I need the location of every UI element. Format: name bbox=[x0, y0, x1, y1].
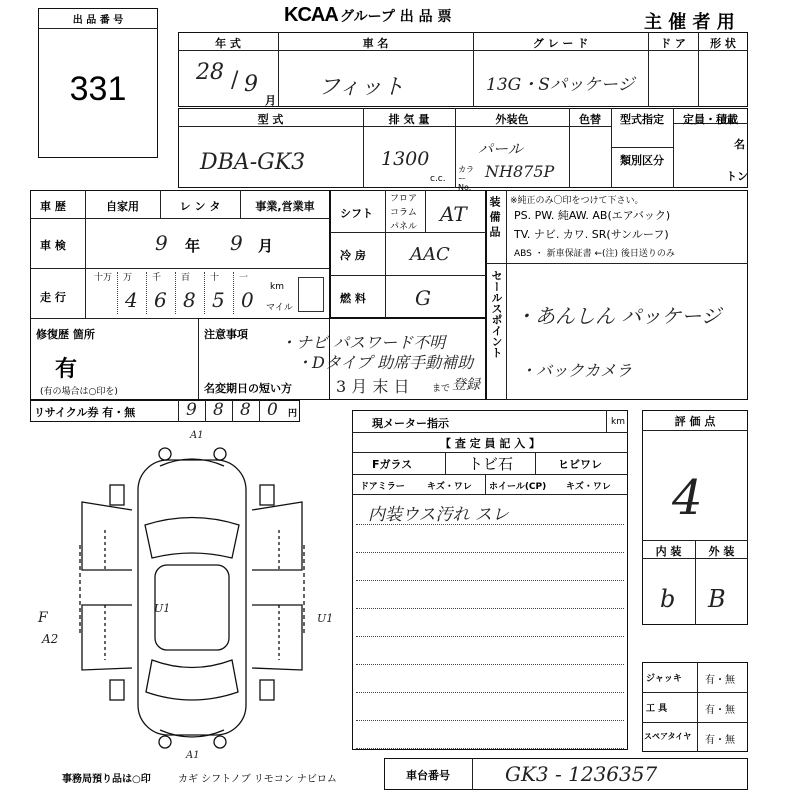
inspection-year: 9 bbox=[155, 231, 168, 255]
lot-number: 331 bbox=[69, 70, 127, 108]
mileage-digit-label: 千 bbox=[152, 273, 162, 283]
recycle-digit: 8 bbox=[213, 400, 224, 420]
damage-diagram bbox=[70, 430, 310, 760]
copy-label: 主 催 者 用 bbox=[644, 12, 735, 33]
displacement-value: 1300 bbox=[381, 148, 430, 170]
recycle-digit: 8 bbox=[240, 400, 251, 420]
month-value: 9 bbox=[244, 72, 258, 97]
mileage-digit-label: 万 bbox=[123, 273, 133, 283]
model-label: 車 名 bbox=[362, 37, 389, 50]
inspection-month: 9 bbox=[230, 231, 243, 255]
mileage-digit: 6 bbox=[154, 288, 167, 312]
interior-score: b bbox=[660, 585, 676, 613]
mileage-digit-label: 十 bbox=[210, 273, 220, 283]
mileage-digit: 0 bbox=[241, 288, 254, 312]
auction-sheet: 出 品 番 号 331 KCAA グループ 出 品 票 主 催 者 用 年 式 車 名 グ レ ー ド ド ア 形 状 28 / 9 月 フィット 13G・Sパッケージ 型 式 排 気 量 外装色 色替 型式指定 類別区分 定員・積載 名 トン DBA-GK3 1300 c.c. パール カラー No. NH875P 車 歴 自家用 レ ン タ 事業,営業車 車 検 9 年 9 月 走 行 十万 万 4 千 6 百 8 十 5 一 0 km マイル 修復歴 箇所 有 (有の場合は○印を) 注意事項 ・ナビ パスワード不明 ・Dタイプ 助席手動補助 名変期日の短い方 3 月 末 日 まで 登録 リサイクル券 有・無 9 8 8 0 円 シフト フロア コラム パネル AT 冷 房 AAC 燃 料 G 装 備 品 セールスポイント ※純正のみ〇印をつけて下さい。 PS. PW. 純AW. AB(エアバック) TV. ナビ. カワ. SR(サンルーフ) ABS ・ 新車保証書 ←(注) 後日送りのみ ・あんしん パッケージ ・バックカメラ A1 F A2 U1 U1 A1 現メーター指示 km 【 査 定 員 記 入 】 Fガラス トビ石 ヒビワレ ドアミラー キズ・ワレ ホイール(CP) キズ・ワレ 内装ウス汚れ スレ 評 価 点 4 内 装 外 装 b B ジャッキ 工 具 スペアタイヤ 有・無 有・無 有・無 事務局預り品は○印 カギ シフトノブ リモコン ナビロム 車台番号 GK3 - 1236357 bbox=[0, 0, 800, 800]
year-label: 年 式 bbox=[215, 37, 241, 50]
sales-point-2: ・バックカメラ bbox=[520, 361, 633, 380]
sheet-title: グループ 出 品 票 bbox=[340, 9, 452, 25]
model-value: フィット bbox=[318, 75, 405, 100]
door-label: ド ア bbox=[660, 37, 686, 50]
mileage-digit: 8 bbox=[183, 288, 196, 312]
mileage-digit-label: 百 bbox=[181, 273, 191, 283]
mileage-digit: 5 bbox=[212, 288, 225, 312]
lot-label: 出 品 番 号 bbox=[72, 15, 124, 26]
kcaa-logo: KCAA bbox=[284, 4, 338, 26]
note-line-2: ・Dタイプ 助席手動補助 bbox=[296, 353, 474, 372]
grade-value: 13G・Sパッケージ bbox=[486, 75, 635, 95]
recycle-digit: 0 bbox=[267, 400, 278, 420]
inspector-remark: 内装ウス汚れ スレ bbox=[368, 505, 509, 525]
color-value: パール bbox=[478, 140, 523, 158]
sales-point-1: ・あんしん パッケージ bbox=[515, 304, 721, 328]
chassis-number: GK3 - 1236357 bbox=[505, 762, 658, 786]
year-value: 28 bbox=[196, 60, 224, 85]
type-value: DBA-GK3 bbox=[200, 150, 306, 175]
repair-value: 有 bbox=[55, 357, 78, 382]
mileage-digit-label: 一 bbox=[239, 273, 249, 283]
overall-score: 4 bbox=[672, 470, 703, 526]
note-line-1: ・ナビ パスワード不明 bbox=[280, 333, 446, 352]
ac-value: AAC bbox=[410, 244, 450, 265]
fuel-value: G bbox=[415, 286, 431, 310]
mileage-digit-label: 十万 bbox=[94, 273, 113, 283]
exterior-score: B bbox=[708, 585, 726, 613]
grade-label: グ レ ー ド bbox=[532, 37, 589, 50]
mileage-digit: 4 bbox=[125, 288, 138, 312]
color-no-value: NH875P bbox=[485, 162, 555, 181]
body-label: 形 状 bbox=[710, 37, 736, 50]
shift-value: AT bbox=[440, 202, 467, 226]
recycle-digit: 9 bbox=[186, 400, 197, 420]
